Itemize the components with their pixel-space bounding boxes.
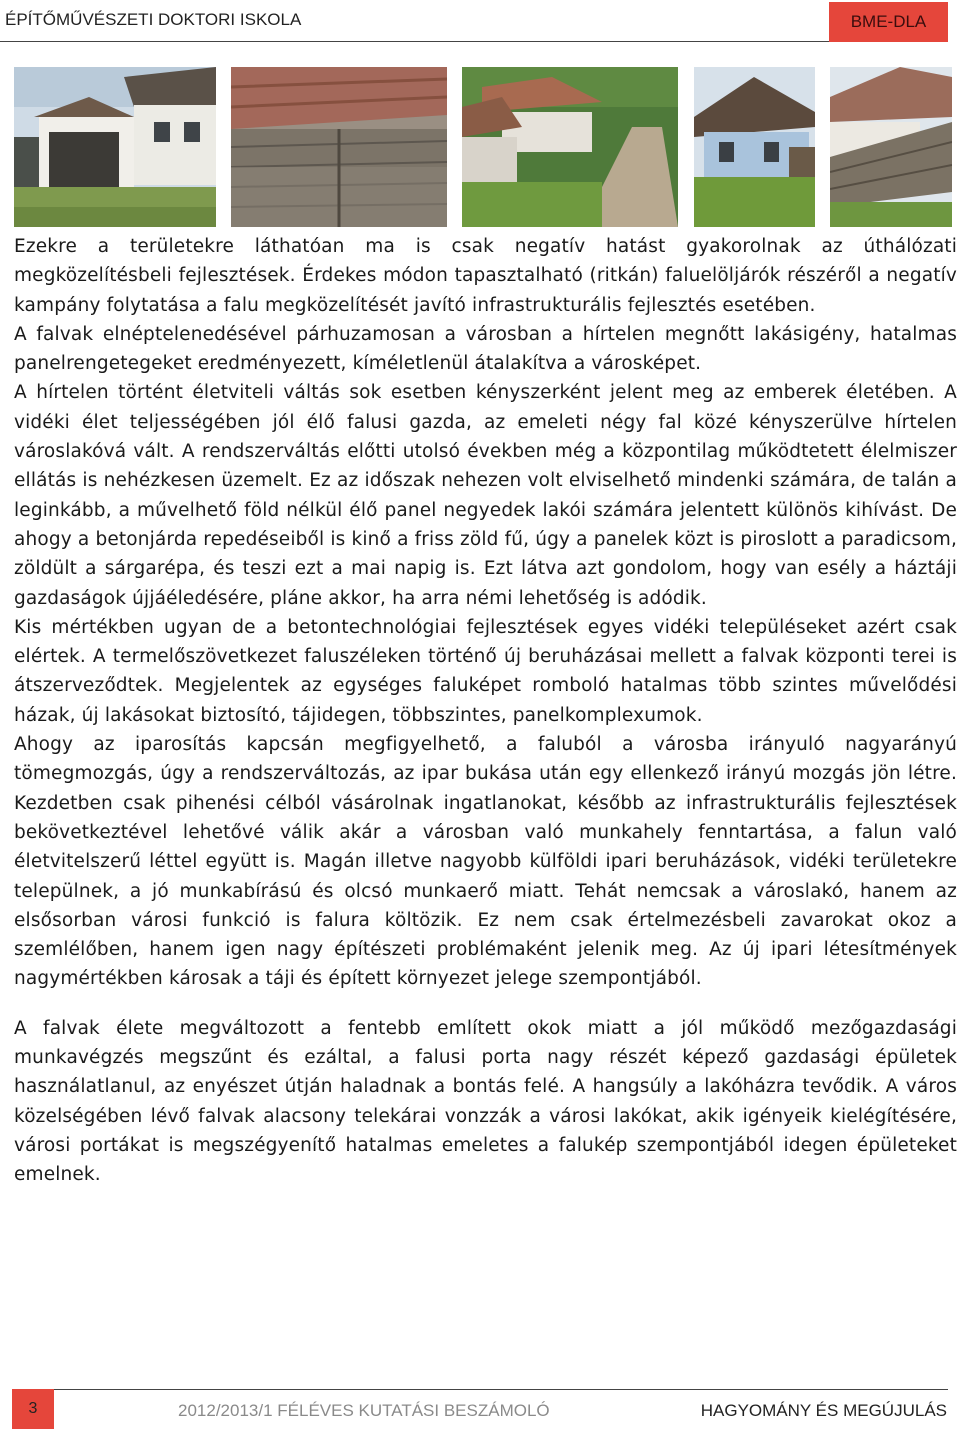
paragraph: A falvak élete megváltozott a fentebb említett okok miatt a jól működő mezőgazdasági munkavégzés megszűnt és ezáltal, a falusi porta nagy részét képező gazdasági épületek használatlanul, az enyészet útján haladnak a bontás felé. A hangsúly a lakóházra tevődik. A város közelségében lévő falvak alacsony telekárai vonzzák a városi lakókat, akik igényeik kielégítésére, városi portákat is megszégyenítő hatalmas emeletes a falukép szempontjából idegen épületeket emelnek. bbox=[14, 1017, 957, 1186]
paragraph: Ezekre a területekre láthatóan ma is csak negatív hatást gyakorolnak az úthálózati megközelítésbeli fejlesztések. Érdekes módon tapasztalható (ritkán) faluelöljárók részéről a negatív kampány folytatása a falu megközelítését javító infrastrukturális fejlesztés esetében. bbox=[14, 236, 957, 316]
paragraph: Kis mértékben ugyan de a betontechnológiai fejlesztések egyes vidéki településeket azért csak elértek. A termelőszövetkezet faluszéleken történő új beruházásai mellett a falvak központi terei is átszerveződtek. Megjelentek az egységes faluképet romboló hatalmas több szintes művelődési házak, új lakásokat biztosító, tájidegen, többszintes, panelkomplexumok. bbox=[14, 616, 957, 726]
village-street-photo bbox=[462, 67, 678, 227]
paragraph: Ahogy az iparosítás kapcsán megfigyelhető, a faluból a városba irányuló nagyarányú tömegmozgás, úgy a rendszerváltozás, az ipar bukása után egy ellenkező irányú mozgás jön létre. Kezdetben csak pihenési célból vásárolnak ingatlanokat, később az infrastrukturális fejlesztések bekövetkeztével lehetővé válik akár a városban való munkahely fenntartása, a falun való életvitelszerű léttel együtt is. Magán illetve nagyobb külföldi ipari beruházások, vidéki területekre települnek, a jó munkabírású és olcsó munkaerő miatt. Tehát nemcsak a városlakó, hanem az elsősorban városi funkció is falura költözik. Ez nem csak értelmezésbeli zavarokat okoz a szemlélőben, hanem igen nagy építészeti problémaként jelenik meg. Az új ipari létesítmények nagymértékben károsak a táji és épített környezet jelege szempontjából. bbox=[14, 734, 957, 990]
body-text bbox=[14, 232, 957, 1190]
page-number: 3 bbox=[12, 1389, 54, 1429]
header-divider bbox=[0, 41, 948, 42]
paragraph: A falvak elnéptelenedésével párhuzamosan a városban a hírtelen megnőtt lakásigény, hatalmas panelrengetegeket eredményezett, kíméletlenül átalakítva a városképet. bbox=[14, 323, 957, 375]
footer-section-title: HAGYOMÁNY ÉS MEGÚJULÁS bbox=[700, 1401, 947, 1420]
wooden-barn-photo bbox=[231, 67, 447, 227]
footer-report-title: 2012/2013/1 FÉLÉVES KUTATÁSI BESZÁMOLÓ bbox=[178, 1401, 550, 1420]
blue-farmhouse-photo bbox=[694, 67, 815, 227]
paragraph: A hírtelen történt életviteli váltás sok esetben kényszerként jelent meg az emberek életében. A vidéki élet teljességében jól élő falusi gazda, az emeleti négy fal közé kényszerülve hírtelen városlakóvá vált. A rendszerváltás előtti utolsó években még a központilag működtetett élelmiszer ellátás is nehézkesen üzemelt. Ez az időszak nehezen volt elviselhető mindenki számára, de talán a leginkább, a művelhető föld nélkül élő panel negyedek lakói számára jelentett különös kihívást. De ahogy a betonjárda repedéseiből is kinő a friss zöld fű, úgy a panelek közt is piroslott a paradicsom, zöldült a sárgarépa, és teszi ezt a mai napig is. Ezt látva azt gondolom, hogy van esély a háztáji gazdaságok újjáéledésére, pláne akkor, ha arra némi lehetőség is adódik. bbox=[14, 382, 957, 609]
wooden-fence-barn-photo bbox=[830, 67, 952, 227]
footer-divider bbox=[12, 1389, 948, 1390]
village-house-photo bbox=[14, 67, 216, 227]
header-title: ÉPÍTŐMŰVÉSZETI DOKTORI ISKOLA bbox=[5, 10, 302, 29]
header-badge: BME-DLA bbox=[829, 2, 948, 42]
